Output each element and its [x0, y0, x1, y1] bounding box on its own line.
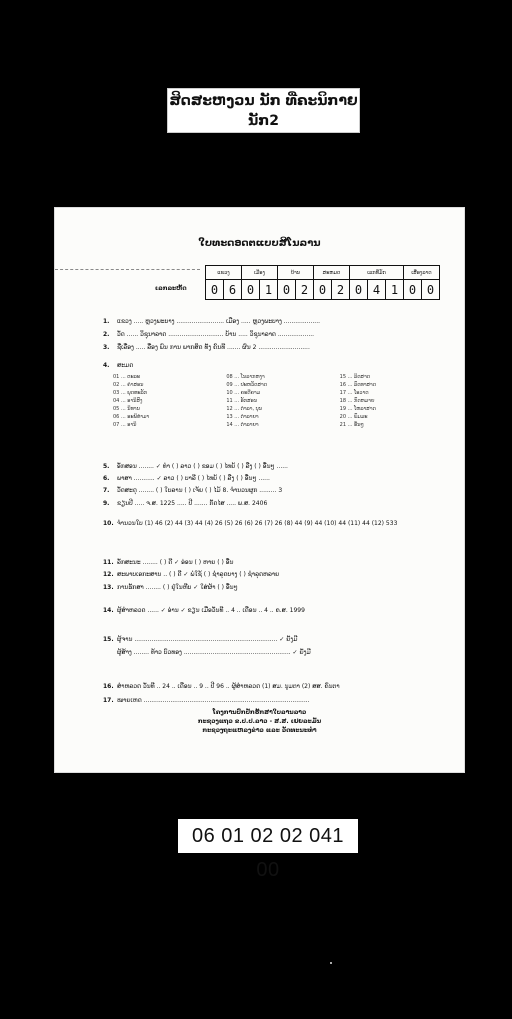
- footer-line: ກະຊວງຖະແຫລງຂ່າວ ແລະ ວັດທະນະທຳ: [202, 727, 317, 734]
- row-number: 7.: [103, 487, 110, 494]
- code-digit-cell: 0: [314, 280, 332, 300]
- code-header-cell: ເມືອງ: [242, 266, 278, 280]
- row-number: 11.: [103, 559, 114, 566]
- code-digit-cell: 4: [368, 280, 386, 300]
- form-row: [103, 500, 450, 507]
- speck: [330, 962, 332, 964]
- manuscript-form: [54, 207, 465, 773]
- form-row: [103, 520, 450, 527]
- row-text: ໝາຍເຫດ .......................................................................................: [117, 697, 310, 704]
- form-row: [103, 487, 450, 494]
- category-item: 10 ... ຄະດີຄາມ: [226, 390, 261, 396]
- row-text: ອັກສອນ ........ ✓ ທຳ ( ) ລາວ ( ) ຂອມ ( ) ໄທຍ້ ( ) ລືງ ( ) ອື່ນໆ ......: [117, 463, 288, 470]
- code-table: [205, 265, 440, 300]
- row-number: 4.: [103, 362, 110, 369]
- row-number: 16.: [103, 683, 114, 690]
- category-item: 08 ... ໂນລາກຫງາ: [226, 374, 265, 380]
- form-row: [103, 636, 450, 643]
- row-number: 13.: [103, 584, 114, 591]
- row-number: 14.: [103, 607, 114, 614]
- row-text: ຂຽນປີ ..... ຈ.ສ. 1225 ..... ປີ ....... ກັດໄສ ..... ພ.ສ. 2406: [117, 500, 268, 507]
- code-digit-cell: 0: [350, 280, 368, 300]
- header-label-line1: ສິດສະຫງວນ ນັກ ທີ່ຄະນິກາຍ: [169, 93, 358, 109]
- category-item: 03 ... ພຸດທະລັກ: [113, 390, 148, 396]
- row-text: ສະມດ: [117, 362, 134, 369]
- header-label-line2: ນັກ2: [247, 113, 280, 129]
- row-number: 5.: [103, 463, 110, 470]
- divider: [55, 269, 200, 270]
- category-item: 04 ... ອານິສົງ: [113, 398, 143, 404]
- code-digit-cell: 1: [386, 280, 404, 300]
- row-number: 2.: [103, 331, 110, 338]
- row-number: 6.: [103, 475, 110, 482]
- code-digit-cell: 0: [206, 280, 224, 300]
- category-item: 01 ... ຕະລະ: [113, 374, 141, 380]
- form-row: [103, 649, 450, 656]
- code-digit-cell: 1: [260, 280, 278, 300]
- row-text: ວັດສະດຸ ........ ( ) ໃບລານ ( ) ເຈ້ຍ ( ) ໄມ້ 8. ຈຳນວນຜູກ ......... 3: [117, 487, 283, 494]
- form-row: [103, 463, 450, 470]
- row-number: 9.: [103, 500, 110, 507]
- footer-line: ກະຊວງແຖວ ຂ.ປ.ປ.ລາວ - ສ.ສ. ເຢຍລະມັນ: [197, 718, 322, 725]
- code-digit-cell: 0: [404, 280, 422, 300]
- row-text: ພາສາ ........... ✓ ລາວ ( ) ບາລີ ( ) ໄທຍ້ ( ) ລືງ ( ) ອື່ນໆ ......: [117, 475, 270, 482]
- category-grid: [113, 374, 453, 428]
- row-number: 1.: [103, 318, 110, 325]
- category-item: 11 ... ອັກສອນ: [226, 398, 258, 404]
- code-digit-cell: 0: [242, 280, 260, 300]
- form-row: [103, 475, 450, 482]
- code-digit-cell: 0: [278, 280, 296, 300]
- row-number: 15.: [103, 636, 114, 643]
- form-row: [103, 683, 450, 690]
- category-item: 17 ... ໂອວາດ: [339, 390, 369, 396]
- row-text: ສະພາບເອກະສານ .. ( ) ດີ ✓ ພໍໃຊ້ ( ) ຊຳລຸດບາງ ( ) ຊຳລຸດຫລາຍ: [117, 571, 280, 578]
- category-item: 02 ... ຄຳສອນ: [113, 382, 144, 388]
- category-item: 13 ... ຕຳລາຍາ: [226, 414, 259, 420]
- category-item: 15 ... ລິດສາດ: [339, 374, 371, 380]
- row-text: ສຳຫລວດ ວັນທີ .. 24 .. ເດືອນ .. 9 .. ປີ 96 .. ຜູ້ສຳຫລວດ (1) ສມ. ນູມຕາ (2) ສສ. ຄົນຕາ: [117, 683, 340, 690]
- category-item: 19 ... ໂຫລາສາດ: [339, 406, 376, 412]
- category-item: 14 ... ຕຳລາຍາ: [226, 422, 259, 428]
- footer-line: ໂຄງການປົກປັກຮັກສາໃບລານລາວ: [212, 709, 307, 716]
- form-row: [103, 362, 450, 369]
- category-item: 20 ... ພົມມະ: [339, 414, 368, 420]
- code-header-cell: ເສື່ອງລາດ: [404, 266, 440, 280]
- row-text: ແຂວງ ..... ຫຼວງພະບາງ ......................... ເມືອງ ..... ຫຼວງພະບາງ ...................: [117, 318, 321, 325]
- row-text: ຊື່ເລື່ອງ ..... ລື່ອງ ພົນ ການ ພາກສິດ ທັງ ຄົນທີ ....... ຜົນ 2 ...........................: [117, 344, 310, 351]
- code-digit-cell: 2: [332, 280, 350, 300]
- code-digit-cell: 6: [224, 280, 242, 300]
- header-label: [167, 88, 360, 133]
- row-number: 12.: [103, 571, 114, 578]
- code-header-cell: ເລກທີ່ມັກ: [350, 266, 404, 280]
- code-header-cell: ສະຫມດ: [314, 266, 350, 280]
- form-row: [103, 331, 450, 338]
- category-item: 07 ... ອານິ: [113, 422, 137, 428]
- row-text: ຜູ້ຈານ ........................................................................... ✓ ຍັງມີ: [117, 636, 298, 643]
- form-row: [103, 571, 450, 578]
- code-number-label: 06 01 02 02 041 00: [178, 819, 358, 853]
- form-row: [103, 559, 450, 566]
- code-header-cell: ແຂວງ: [206, 266, 242, 280]
- row-text: ຜູ້ສ້າງ ........ ທ້າວ ບົວທອງ ........................................................ ✓ ຍັງມີ: [117, 649, 311, 656]
- category-item: 16 ... ລົດທາສາດ: [339, 382, 377, 388]
- row-text: ວັດ ...... ວິຊຸນາລາດ ............................. ບ້ານ ..... ວິຊຸນາລາດ ...................: [117, 331, 315, 338]
- category-item: 09 ... ປະຫວັດສາດ: [226, 382, 268, 388]
- row-text: ຈຳນວນໃບ (1) 46 (2) 44 (3) 44 (4) 26 (5) 26 (6) 26 (7) 26 (8) 44 (9) 44 (10) 44 (11) 44 (12) 533: [117, 520, 398, 527]
- category-item: 06 ... ອະພິທຳມາ: [113, 414, 150, 420]
- row-number: 17.: [103, 697, 114, 704]
- row-text: ຜູ້ສຳຫລວດ ...... ✓ ອ່ານ ✓ ຂຽນ ເມື່ອວັນທີ .. 4 .. ເດືອນ .. 4 .. ຄ.ສ. 1999: [117, 607, 305, 614]
- row-text: ລັກສະນະ ........ ( ) ດີ ✓ ອ່ອນ ( ) ຫາຍ ( ) ອື່ນ: [117, 559, 234, 566]
- form-row: [103, 584, 450, 591]
- category-item: 12 ... ຕຳລາ, ບຸນ: [226, 406, 263, 412]
- category-item: 21 ... ອື່ນໆ: [339, 422, 364, 428]
- row-number: 10.: [103, 520, 114, 527]
- code-digit-cell: 0: [422, 280, 440, 300]
- category-item: 18 ... ກົດຫມາຍ: [339, 398, 375, 404]
- code-header-cell: ບ້ານ: [278, 266, 314, 280]
- form-row: [103, 697, 450, 704]
- form-row: [103, 344, 450, 351]
- form-title: ໃບທະດອດຕແບບສີໂນລານ: [198, 238, 321, 249]
- row-text: ການຮັກສາ ........ ( ) ຢູ່ໃນຫີບ ✓ ໃສ່ຜ້າ ( ) ອື່ນໆ: [117, 584, 238, 591]
- form-footer: [55, 708, 464, 735]
- code-label: ເລກລະຫັດ: [155, 285, 187, 292]
- form-row: [103, 607, 450, 614]
- category-item: 05 ... ນິທານ: [113, 406, 140, 412]
- form-row: [103, 318, 450, 325]
- row-number: 3.: [103, 344, 110, 351]
- code-digit-cell: 2: [296, 280, 314, 300]
